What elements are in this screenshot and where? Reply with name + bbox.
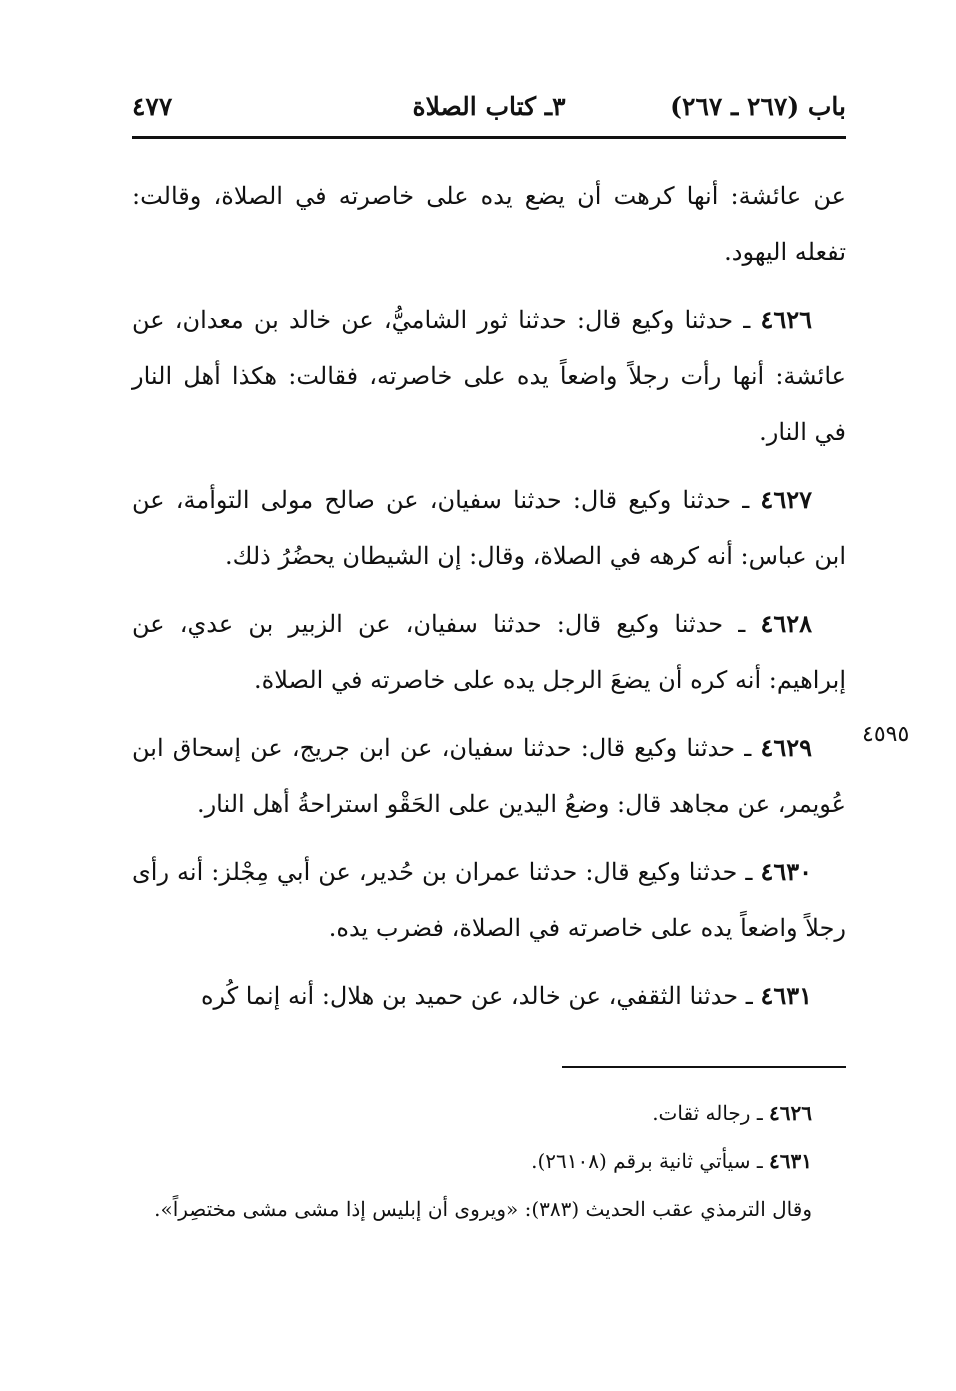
footnote-4626 xyxy=(132,1092,846,1134)
running-header xyxy=(132,92,846,132)
hadith-number: ٤٦٢٧ xyxy=(760,485,812,514)
footnote-number: ٤٦٢٦ xyxy=(769,1101,812,1125)
hadith-number: ٤٦٢٩ xyxy=(760,733,812,762)
hadith-4627 xyxy=(132,472,846,584)
hadith-text: ـ حدثنا وكيع قال: حدثنا سفيان، عن الزبير بن عدي، عن إبراهيم: أنه كره أن يضعَ الرجل يده على خاصرته في الصلاة. xyxy=(132,610,846,694)
footnote-continuation: وقال الترمذي عقب الحديث (٣٨٣): «ويروى أن إبليس إذا مشى مشى مختصِراً». xyxy=(154,1197,812,1221)
hadith-text: ـ حدثنا الثقفي، عن خالد، عن حميد بن هلال: أنه إنما كُره xyxy=(200,982,753,1010)
hadith-4628 xyxy=(132,596,846,708)
hadith-4629 xyxy=(132,720,846,832)
paragraph-continuation xyxy=(132,168,846,280)
hadith-text: ـ حدثنا وكيع قال: حدثنا ثور الشاميُّ، عن خالد بن معدان، عن عائشة: أنها رأت رجلاً واضعاً يده على خاصرته، فقالت: هكذا أهل النار في النار. xyxy=(132,306,846,446)
margin-reference-number: ٤٥٩٥ xyxy=(862,722,910,747)
hadith-4631 xyxy=(132,968,846,1024)
hadith-text: ـ حدثنا وكيع قال: حدثنا سفيان، عن ابن جريج، عن إسحاق ابن عُويمر، عن مجاهد قال: وضعُ اليدين على الحَقْو استراحةُ أهل النار. xyxy=(132,734,846,818)
chapter-range: باب (٢٦٧ ـ ٢٦٧) xyxy=(670,92,846,121)
page-number: ٤٧٧ xyxy=(132,92,173,121)
hadith-number: ٤٦٣٠ xyxy=(760,857,812,886)
hadith-4630 xyxy=(132,844,846,956)
main-text xyxy=(132,168,846,1036)
footnotes xyxy=(132,1092,846,1236)
book-title: ٣ـ كتاب الصلاة xyxy=(412,92,566,121)
hadith-text: ـ حدثنا وكيع قال: حدثنا عمران بن حُدير، عن أبي مِجْلز: أنه رأى رجلاً واضعاً يده على خاصرته في الصلاة، فضرب يده. xyxy=(132,858,846,942)
hadith-number: ٤٦٢٨ xyxy=(760,609,812,638)
header-rule xyxy=(132,136,846,139)
footnote-4631 xyxy=(132,1140,846,1182)
footnote-text: ـ رجاله ثقات. xyxy=(652,1101,763,1125)
footnote-number: ٤٦٣١ xyxy=(769,1149,812,1173)
footnote-text: ـ سيأتي ثانية برقم (٢٦١٠٨). xyxy=(531,1149,763,1173)
footnote-rule xyxy=(562,1066,846,1068)
hadith-4626 xyxy=(132,292,846,460)
hadith-text: ـ حدثنا وكيع قال: حدثنا سفيان، عن صالح مولى التوأمة، عن ابن عباس: أنه كرهه في الصلاة، وقال: إن الشيطان يحضُرُ ذلك. xyxy=(132,486,846,570)
paragraph-text: عن عائشة: أنها كرهت أن يضع يده على خاصرته في الصلاة، وقالت: تفعله اليهود. xyxy=(132,182,846,266)
hadith-number: ٤٦٢٦ xyxy=(760,305,812,334)
hadith-number: ٤٦٣١ xyxy=(760,981,812,1010)
